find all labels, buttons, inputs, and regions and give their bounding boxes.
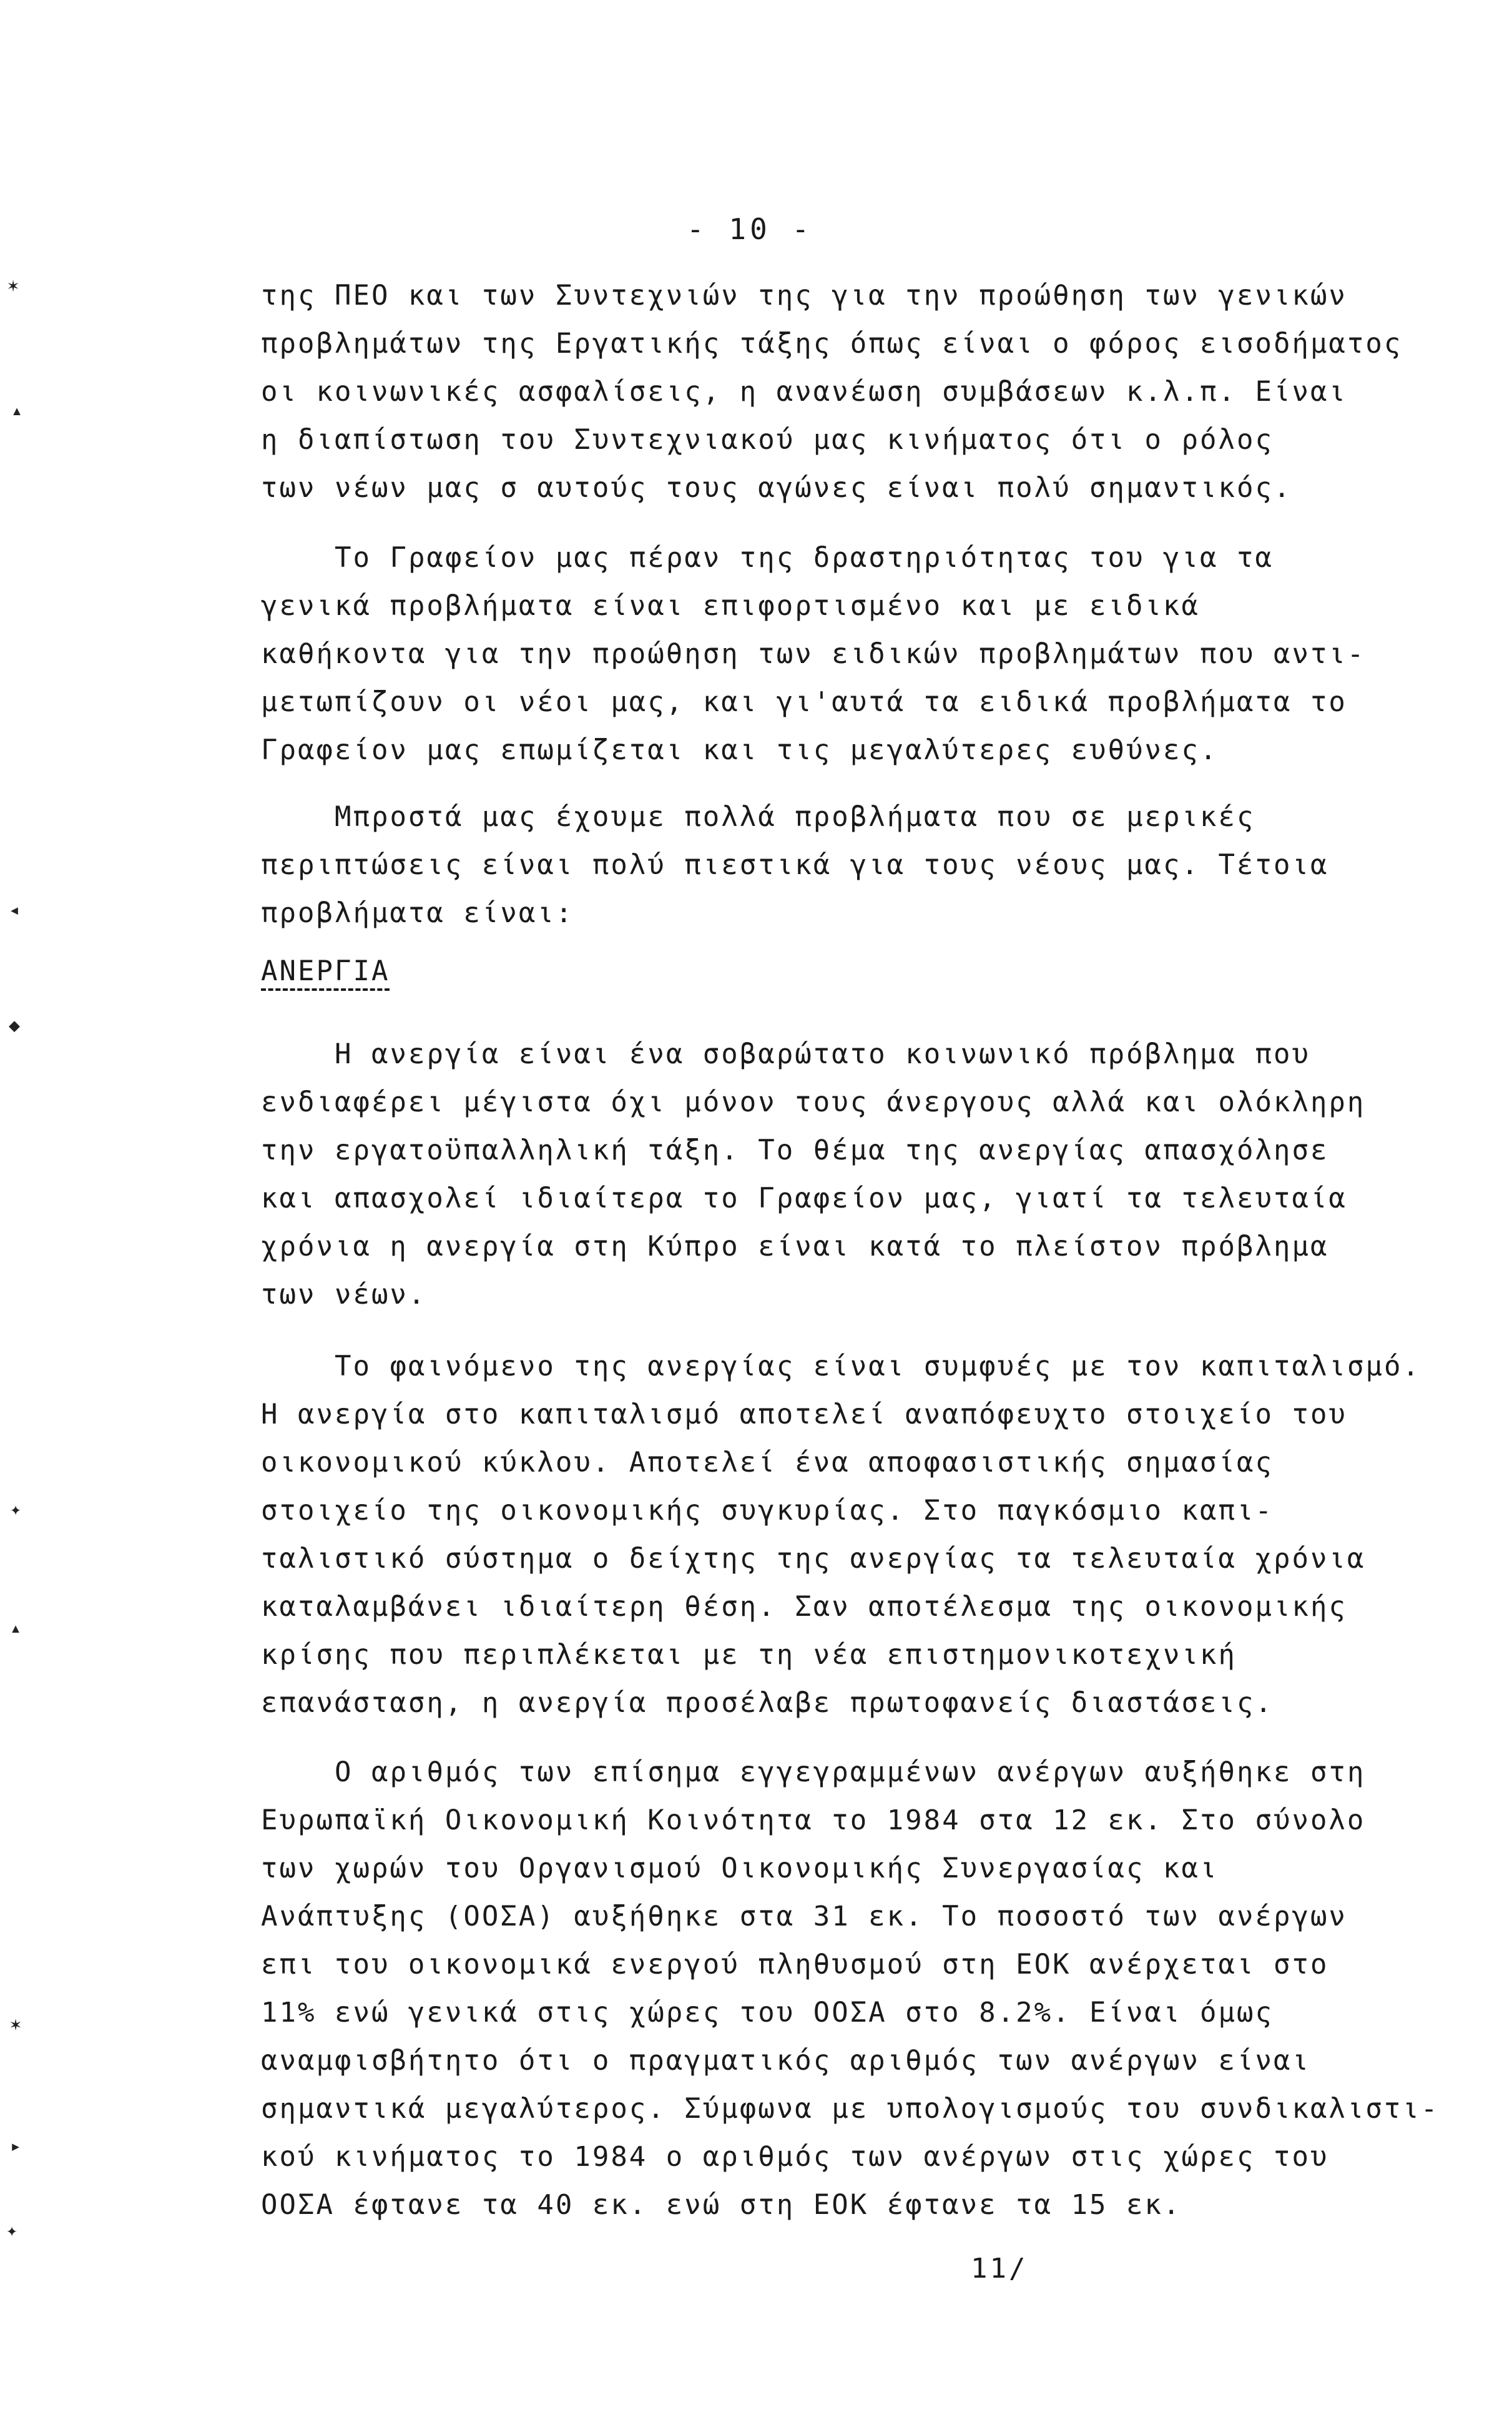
text-line: οικονομικού κύκλου. Αποτελεί ένα αποφασιστικής σημασίας: [261, 1447, 1274, 1478]
text-line: της ΠΕΟ και των Συντεχνιών της για την προώθηση των γενικών: [261, 280, 1347, 312]
text-line: η διαπίστωση του Συντεχνιακού μας κινήματος ότι ο ρόλος: [261, 424, 1274, 456]
text-line: Η ανεργία στο καπιταλισμό αποτελεί αναπόφευχτο στοιχείο του: [261, 1399, 1347, 1430]
text-line: των νέων.: [261, 1279, 427, 1311]
text-line: Ευρωπαϊκή Οικονομική Κοινότητα το 1984 στα 12 εκ. Στο σύνολο: [261, 1804, 1366, 1836]
text-line: καταλαμβάνει ιδιαίτερη θέση. Σαν αποτέλεσμα της οικονομικής: [261, 1591, 1347, 1623]
paragraph-capitalism: [261, 1342, 1421, 1727]
margin-mark: ◆: [9, 1015, 21, 1036]
margin-mark: ◂: [9, 899, 21, 921]
continuation-marker: 11/: [971, 2253, 1028, 2285]
paragraph-office-duties: [261, 534, 1410, 774]
margin-mark: ✶: [7, 275, 19, 297]
text-line: στοιχείο της οικονομικής συγκυρίας. Στο παγκόσμιο καπι-: [261, 1495, 1274, 1527]
section-heading: ΑΝΕΡΓΙΑ: [261, 955, 390, 991]
text-line: καθήκοντα για την προώθηση των ειδικών προβλημάτων που αντι-: [261, 638, 1366, 670]
text-line: περιπτώσεις είναι πολύ πιεστικά για τους νέους μας. Τέτοια: [261, 849, 1329, 881]
text-line: Γραφείον μας επωμίζεται και τις μεγαλύτερες ευθύνες.: [261, 734, 1219, 766]
text-line: Το Γραφείον μας πέραν της δραστηριότητας του για τα: [335, 542, 1274, 574]
text-line: Ανάπτυξης (ΟΟΣΑ) αυξήθηκε στα 31 εκ. Το ποσοστό των ανέργων: [261, 1901, 1347, 1932]
paragraph-intro: [261, 272, 1410, 512]
text-line: και απασχολεί ιδιαίτερα το Γραφείον μας, γιατί τα τελευταία: [261, 1183, 1347, 1214]
text-line: ενδιαφέρει μέγιστα όχι μόνον τους άνεργους αλλά και ολόκληρη: [261, 1086, 1366, 1118]
text-line: Ο αριθμός των επίσημα εγγεγραμμένων ανέργων αυξήθηκε στη: [335, 1756, 1366, 1788]
margin-mark: ✦: [6, 2220, 18, 2241]
text-line: οι κοινωνικές ασφαλίσεις, η ανανέωση συμβάσεων κ.λ.π. Είναι: [261, 376, 1347, 408]
margin-mark: ▸: [10, 2135, 22, 2157]
text-line: των νέων μας σ αυτούς τους αγώνες είναι πολύ σημαντικός.: [261, 472, 1292, 504]
margin-mark: ▴: [11, 400, 23, 421]
text-line: ταλιστικό σύστημα ο δείχτης της ανεργίας τα τελευταία χρόνια: [261, 1543, 1366, 1575]
text-line: των χωρών του Οργανισμού Οικονομικής Συνεργασίας και: [261, 1852, 1219, 1884]
text-line: Η ανεργία είναι ένα σοβαρώτατο κοινωνικό πρόβλημα που: [335, 1038, 1310, 1070]
text-line: κρίσης που περιπλέκεται με τη νέα επιστημονικοτεχνική: [261, 1639, 1237, 1671]
text-line: μετωπίζουν οι νέοι μας, και γι'αυτά τα ειδικά προβλήματα το: [261, 686, 1347, 718]
paragraph-problems: [261, 793, 1410, 937]
text-line: Μπροστά μας έχουμε πολλά προβλήματα που σε μερικές: [335, 801, 1255, 833]
margin-mark: ✶: [10, 2014, 22, 2035]
text-line: την εργατοϋπαλληλική τάξη. Το θέμα της ανεργίας απασχόλησε: [261, 1134, 1329, 1166]
text-line: ΟΟΣΑ έφτανε τα 40 εκ. ενώ στη ΕΟΚ έφτανε τα 15 εκ.: [261, 2189, 1182, 2221]
paragraph-statistics: [261, 1748, 1440, 2229]
text-line: Το φαινόμενο της ανεργίας είναι συμφυές με τον καπιταλισμό.: [335, 1350, 1421, 1382]
text-line: προβλημάτων της Εργατικής τάξης όπως είναι ο φόρος εισοδήματος: [261, 328, 1403, 360]
text-line: επανάσταση, η ανεργία προσέλαβε πρωτοφανείς διαστάσεις.: [261, 1687, 1274, 1719]
text-line: χρόνια η ανεργία στη Κύπρο είναι κατά το πλείστον πρόβλημα: [261, 1231, 1329, 1262]
text-line: προβλήματα είναι:: [261, 897, 574, 929]
text-line: αναμφισβήτητο ότι ο πραγματικός αριθμός των ανέργων είναι: [261, 2045, 1310, 2077]
margin-mark: ✦: [10, 1498, 22, 1520]
margin-mark: ▴: [10, 1617, 22, 1639]
text-line: γενικά προβλήματα είναι επιφορτισμένο και με ειδικά: [261, 590, 1200, 622]
text-line: κού κινήματος το 1984 ο αριθμός των ανέργων στις χώρες του: [261, 2141, 1329, 2173]
text-line: 11% ενώ γενικά στις χώρες του ΟΟΣΑ στο 8.2%. Είναι όμως: [261, 1997, 1274, 2029]
paragraph-unemployment: [261, 1030, 1410, 1319]
text-line: επι του οικονομικά ενεργού πληθυσμού στη ΕΟΚ ανέρχεται στο: [261, 1949, 1329, 1980]
page-number: - 10 -: [687, 212, 813, 246]
text-line: σημαντικά μεγαλύτερος. Σύμφωνα με υπολογισμούς του συνδικαλιστι-: [261, 2093, 1440, 2125]
